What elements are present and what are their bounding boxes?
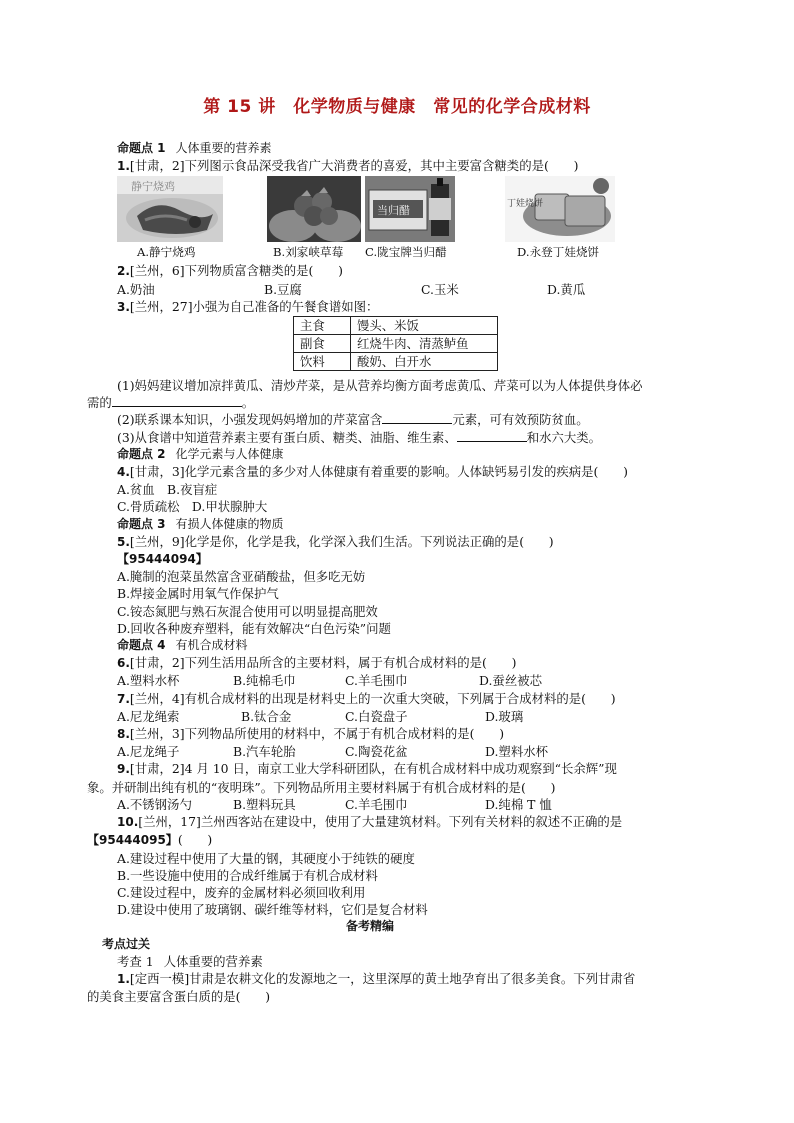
strawberry-image: [267, 176, 361, 242]
exercise-1: 1.[定西一模]甘肃是农耕文化的发源地之一，这里深厚的黄土地孕育出了很多美食。下列甘肃省: [117, 970, 636, 986]
option: A.尼龙绳索: [117, 708, 180, 724]
option: D.黄瓜: [547, 281, 586, 297]
question-2: 2.[兰州，6]下列物质富含糖类的是( ): [117, 263, 344, 279]
table-row: 副食 红烧牛肉、清蒸鲈鱼: [294, 335, 498, 353]
option: C.铵态氮肥与熟石灰混合使用可以明显提高肥效: [117, 603, 378, 619]
question-3-part-2: (2)联系课本知识，小强发现妈妈增加的芹菜富含 元素，可有效预防贫血。: [117, 412, 589, 428]
option: A.塑料水杯: [117, 673, 180, 689]
option: A.建设过程中使用了大量的钢，其硬度小于纯铁的硬度: [117, 850, 415, 866]
section-heading-2: 命题点 2 化学元素与人体健康: [117, 446, 284, 461]
option: A.不锈钢汤勺: [117, 796, 192, 812]
prep-subtitle: 考点过关: [102, 936, 151, 951]
question-1: 1.[甘肃，2]下列图示食品深受我省广大消费者的喜爱，其中主要富含糖类的是( ): [117, 158, 579, 174]
question-3-part-3: (3)从食谱中知道营养素主要有蛋白质、糖类、油脂、维生素、 和水六大类。: [117, 429, 602, 445]
question-10: 10.[兰州，17]兰州西客站在建设中，使用了大量建筑材料。下列有关材料的叙述不正确的是: [117, 814, 623, 830]
question-7: 7.[兰州，4]有机合成材料的出现是材料史上的一次重大突破，下列属于合成材料的是( ): [117, 690, 616, 706]
option-a-caption: A.静宁烧鸡: [137, 245, 196, 260]
table-row: 主食 馒头、米饭: [294, 317, 498, 335]
question-5-code: 【95444094】: [117, 552, 208, 567]
answer-blank[interactable]: [457, 429, 527, 442]
question-3-part-1: (1)妈妈建议增加凉拌黄瓜、清炒芹菜，是从营养均衡方面考虑黄瓜、芹菜可以为人体提供身体必: [117, 378, 643, 394]
question-4: 4.[甘肃，3]化学元素含量的多少对人体健康有着重要的影响。人体缺钙易引发的疾病是( ): [117, 464, 628, 480]
option: C.白瓷盘子: [345, 708, 408, 724]
option: D.塑料水杯: [485, 744, 548, 760]
option: C.玉米: [421, 281, 459, 297]
option: D.玻璃: [485, 708, 524, 724]
option: C.羊毛围巾: [345, 673, 408, 689]
option: C.建设过程中，废弃的金属材料必须回收利用: [117, 884, 366, 900]
question-10-code: 【95444095】( ): [87, 832, 213, 848]
question-3: 3.[兰州，27]小强为自己准备的午餐食谱如图：: [117, 298, 379, 314]
option: B.钛合金: [241, 708, 292, 724]
option: A.奶油: [117, 281, 155, 297]
section-heading-3: 命题点 3 有损人体健康的物质: [117, 516, 284, 531]
question-1-images: [117, 176, 697, 262]
question-4-options-row-2: C.骨质疏松 D.甲状腺肿大: [117, 499, 268, 515]
option: C.陶瓷花盆: [345, 744, 408, 760]
question-6-options: [117, 672, 697, 689]
option: B.汽车轮胎: [233, 744, 296, 760]
option: A.尼龙绳子: [117, 744, 180, 760]
question-8: 8.[兰州，3]下列物品所使用的材料中，不属于有机合成材料的是( ): [117, 726, 505, 742]
question-9-options: [117, 796, 697, 813]
page-title: 第 15 讲 化学物质与健康 常见的化学合成材料: [203, 97, 591, 117]
question-2-options: [117, 281, 697, 298]
option: B.豆腐: [264, 281, 302, 297]
prep-title: 备考精编: [345, 919, 394, 934]
pic-a-sign: 静宁烧鸡: [131, 180, 175, 194]
question-9-cont: 象。并研制出纯有机的“夜明珠”。下列物品所用主要材料属于有机合成材料的是( ): [87, 779, 556, 795]
option-b-caption: B.刘家峡草莓: [273, 245, 344, 260]
roast-chicken-image: [117, 176, 223, 242]
option-c-caption: C.陇宝牌当归醋: [365, 245, 447, 260]
menu-table: [293, 316, 498, 371]
question-4-options-row-1: A.贫血 B.夜盲症: [117, 482, 218, 498]
option: D.纯棉 T 恤: [485, 796, 552, 812]
flatbread-image: [505, 176, 615, 242]
section-heading-1: 命题点 1 人体重要的营养素: [117, 141, 272, 155]
option: B.塑料玩具: [233, 796, 296, 812]
section-heading-4: 命题点 4 有机合成材料: [117, 638, 248, 653]
topic-heading: 考查 1 人体重要的营养素: [117, 953, 263, 969]
pic-d-sign: 丁娃烧饼: [507, 199, 544, 210]
option: A.腌制的泡菜虽然富含亚硝酸盐，但多吃无妨: [117, 569, 366, 585]
question-5: 5.[兰州，9]化学是你，化学是我，化学深入我们生活。下列说法正确的是( ): [117, 533, 554, 549]
exercise-1-cont: 的美食主要富含蛋白质的是( ): [87, 989, 271, 1005]
question-3-part-1-cont: 需的 。: [87, 395, 255, 411]
option: C.羊毛围巾: [345, 796, 408, 812]
question-6: 6.[甘肃，2]下列生活用品所含的主要材料，属于有机合成材料的是( ): [117, 655, 517, 671]
vinegar-image: [365, 176, 455, 242]
answer-blank[interactable]: [112, 394, 242, 407]
question-7-options: [117, 708, 697, 725]
option: B.纯棉毛巾: [233, 673, 296, 689]
question-9: 9.[甘肃，2]4 月 10 日，南京工业大学科研团队，在有机合成材料中成功观察到“长余辉”现: [117, 761, 617, 777]
answer-blank[interactable]: [382, 411, 452, 424]
table-row: 饮料 酸奶、白开水: [294, 353, 498, 371]
pic-c-sign: 当归醋: [377, 204, 410, 218]
option: D.回收各种废弃塑料，能有效解决“白色污染”问题: [117, 620, 391, 636]
option: B.焊接金属时用氧气作保护气: [117, 586, 279, 602]
option: B.一些设施中使用的合成纤维属于有机合成材料: [117, 867, 378, 883]
option-d-caption: D.永登丁娃烧饼: [517, 245, 600, 260]
option: D.蚕丝被芯: [479, 673, 542, 689]
content: [87, 140, 697, 1005]
question-8-options: [117, 743, 697, 760]
option: D.建设中使用了玻璃钢、碳纤维等材料，它们是复合材料: [117, 902, 428, 918]
